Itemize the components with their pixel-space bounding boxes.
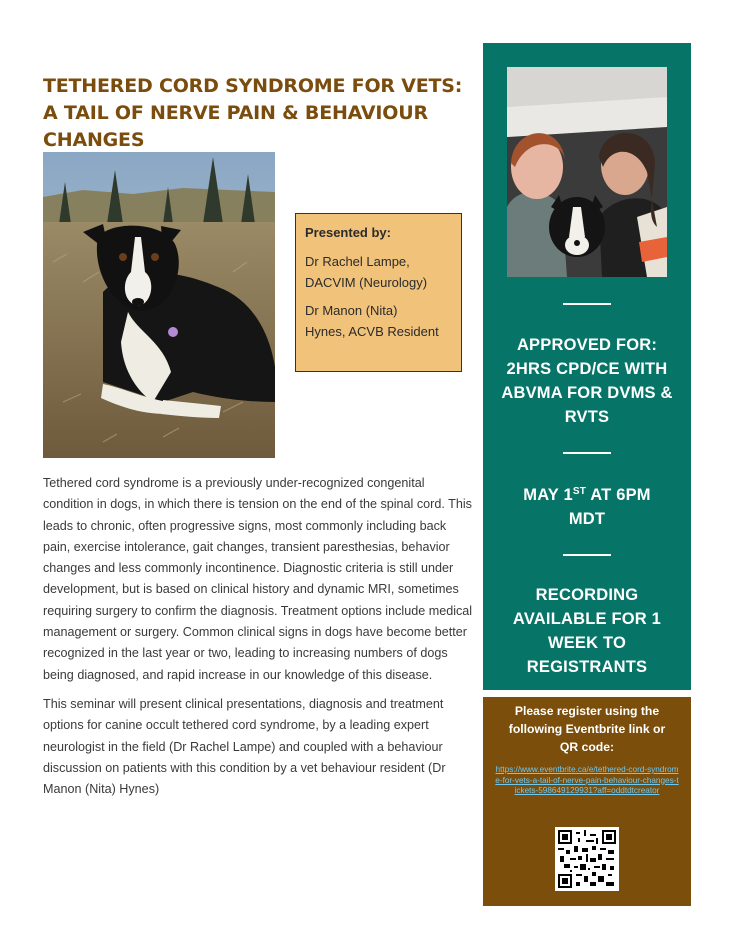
register-line-3: QR code:: [559, 740, 615, 754]
approval-line-4: RVTS: [564, 408, 610, 426]
registration-panel: [483, 697, 691, 906]
page-title: [43, 73, 463, 154]
recording-line-2: AVAILABLE FOR 1: [512, 610, 662, 628]
date-suffix: AT 6PM: [586, 486, 651, 504]
title-line-2: A TAIL OF NERVE PAIN & BEHAVIOUR: [43, 102, 428, 124]
register-line-1: Please register using the: [514, 704, 660, 718]
divider-1: [563, 303, 611, 305]
recording-text: [491, 583, 683, 679]
presenter-box: [295, 213, 462, 372]
presenter-2-credentials: Hynes, ACVB Resident: [305, 324, 439, 339]
date-line-1: [491, 483, 683, 507]
description-paragraph-2: This seminar will present clinical presentations, diagnosis and treatment options for canine occult tethered cord syndrome, by a leading expert neurologist in the field (Dr Rachel Lampe) and coupled with a behaviour discussion on patients with this condition by a vet behaviour resident (Dr Manon (Nita) Hynes): [43, 696, 446, 797]
date-line-2: MDT: [568, 510, 606, 528]
approval-line-3: ABVMA FOR DVMS &: [501, 384, 673, 402]
presenter-1-credentials: DACVIM (Neurology): [305, 275, 428, 290]
presenter-1: [305, 251, 452, 293]
approval-line-2: 2HRS CPD/CE WITH: [506, 360, 668, 378]
presenters-photo: [507, 67, 667, 277]
description: [43, 473, 473, 808]
recording-line-4: REGISTRANTS: [526, 658, 648, 676]
register-instructions: [493, 702, 681, 756]
date-prefix: MAY 1: [523, 486, 573, 504]
date-text: [491, 483, 683, 531]
qr-code[interactable]: [555, 827, 619, 891]
presenter-2: [305, 300, 452, 342]
title-line-3: CHANGES: [43, 129, 145, 151]
presenter-1-name: Dr Rachel Lampe,: [305, 254, 410, 269]
dog-photo: [43, 152, 275, 458]
date-ordinal: ST: [572, 486, 587, 497]
recording-line-3: WEEK TO: [547, 634, 627, 652]
description-paragraph-1: Tethered cord syndrome is a previously under-recognized congenital condition in dogs, in which there is tension on the end of the spinal cord. This leads to chronic, often progressive signs, most commonly including back pain, exercise intolerance, gait changes, transient paresthesias, behavior changes and less commonly incontinence. Diagnostic criteria is still under development, but is based on clinical history and dynamic MRI, sometimes requiring surgery to confirm the diagnosis. Treatment options include medical management or surgery. Common clinical signs in dogs have become better recognized in the last year or two, leading to increasing numbers of dogs being diagnosed, and rapid increase in our knowledge of this disease.: [43, 476, 473, 682]
divider-3: [563, 554, 611, 556]
eventbrite-link[interactable]: https://www.eventbrite.ca/e/tethered-cord-syndrome-for-vets-a-tail-of-nerve-pain-behaviour-changes-tickets-598649129931?aff=oddtdtcreator: [495, 765, 679, 796]
presenter-2-name: Dr Manon (Nita): [305, 303, 398, 318]
approval-text: [491, 333, 683, 429]
approval-line-1: APPROVED FOR:: [516, 336, 658, 354]
presenter-heading: Presented by:: [305, 225, 391, 240]
info-sidebar: [483, 43, 691, 690]
divider-2: [563, 452, 611, 454]
register-line-2: following Eventbrite link or: [508, 722, 666, 736]
title-line-1: TETHERED CORD SYNDROME FOR VETS:: [43, 75, 463, 97]
recording-line-1: RECORDING: [535, 586, 639, 604]
